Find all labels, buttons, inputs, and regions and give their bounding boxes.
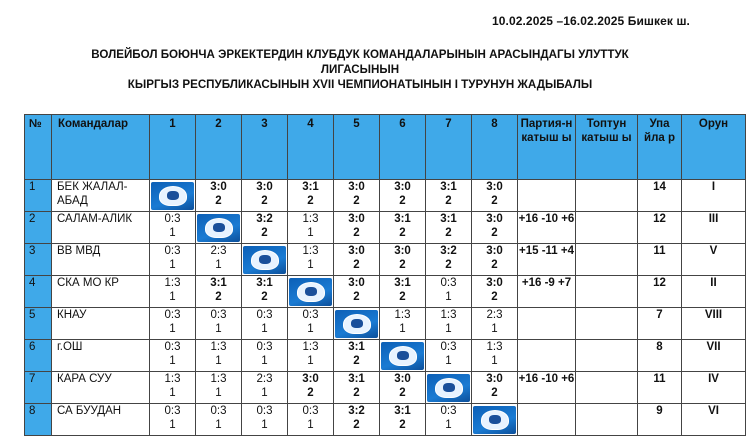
match-result-cell bbox=[472, 340, 518, 372]
team-name: СКА МО КР bbox=[52, 276, 150, 308]
match-result-cell bbox=[150, 276, 196, 308]
total-points: 12 bbox=[638, 276, 682, 308]
place: I bbox=[682, 180, 746, 212]
match-result-cell bbox=[334, 180, 380, 212]
match-score: 3:0 bbox=[256, 181, 273, 193]
match-result-cell bbox=[380, 244, 426, 276]
match-points: 1 bbox=[169, 323, 176, 335]
total-points: 7 bbox=[638, 308, 682, 340]
match-score: 2:3 bbox=[210, 245, 227, 257]
place: II bbox=[682, 276, 746, 308]
match-points: 2 bbox=[491, 387, 498, 399]
match-points: 2 bbox=[445, 259, 452, 271]
row-number: 4 bbox=[25, 276, 52, 308]
team-name: КАРА СУУ bbox=[52, 372, 150, 404]
match-points: 1 bbox=[399, 323, 406, 335]
match-result-cell bbox=[334, 276, 380, 308]
total-points: 14 bbox=[638, 180, 682, 212]
volleyball-federation-logo-icon bbox=[473, 406, 516, 434]
match-result-cell bbox=[242, 372, 288, 404]
header-col-8: 8 bbox=[472, 115, 518, 180]
match-result-cell bbox=[288, 404, 334, 436]
match-points: 1 bbox=[261, 387, 268, 399]
header-col-7: 7 bbox=[426, 115, 472, 180]
sets-ratio: +16 -9 +7 bbox=[518, 276, 576, 308]
place: IV bbox=[682, 372, 746, 404]
match-points: 2 bbox=[353, 419, 360, 431]
match-points: 2 bbox=[399, 419, 406, 431]
match-result-cell bbox=[288, 212, 334, 244]
table-row bbox=[25, 372, 746, 404]
match-score: 3:0 bbox=[394, 245, 411, 257]
match-points: 1 bbox=[215, 387, 222, 399]
match-points: 1 bbox=[307, 355, 314, 367]
match-result-cell bbox=[150, 404, 196, 436]
match-score: 2:3 bbox=[256, 373, 273, 385]
match-score: 3:0 bbox=[486, 277, 503, 289]
header-points: Упа йла р bbox=[638, 115, 682, 180]
table-row bbox=[25, 180, 746, 212]
match-result-cell bbox=[242, 276, 288, 308]
match-points: 2 bbox=[491, 291, 498, 303]
match-score: 3:0 bbox=[210, 181, 227, 193]
match-result-cell bbox=[288, 244, 334, 276]
match-result-cell bbox=[334, 372, 380, 404]
match-result-cell bbox=[334, 340, 380, 372]
points-ratio bbox=[576, 180, 638, 212]
match-result-cell bbox=[380, 372, 426, 404]
match-points: 2 bbox=[261, 195, 268, 207]
match-points: 1 bbox=[261, 323, 268, 335]
place: V bbox=[682, 244, 746, 276]
match-points: 1 bbox=[215, 323, 222, 335]
diagonal-logo-cell bbox=[242, 244, 288, 276]
match-result-cell bbox=[426, 404, 472, 436]
row-number: 5 bbox=[25, 308, 52, 340]
match-points: 2 bbox=[353, 259, 360, 271]
match-score: 3:0 bbox=[394, 373, 411, 385]
volleyball-federation-logo-icon bbox=[289, 278, 332, 306]
match-score: 1:3 bbox=[486, 341, 503, 353]
row-number: 8 bbox=[25, 404, 52, 436]
diagonal-logo-cell bbox=[472, 404, 518, 436]
match-result-cell bbox=[380, 404, 426, 436]
match-score: 0:3 bbox=[256, 341, 273, 353]
match-result-cell bbox=[242, 212, 288, 244]
match-score: 3:0 bbox=[348, 181, 365, 193]
match-score: 3:2 bbox=[348, 405, 365, 417]
match-points: 1 bbox=[169, 387, 176, 399]
match-result-cell bbox=[196, 308, 242, 340]
match-result-cell bbox=[426, 340, 472, 372]
match-score: 1:3 bbox=[302, 213, 319, 225]
table-row bbox=[25, 244, 746, 276]
match-result-cell bbox=[426, 212, 472, 244]
match-score: 1:3 bbox=[210, 341, 227, 353]
row-number: 1 bbox=[25, 180, 52, 212]
match-score: 3:0 bbox=[486, 245, 503, 257]
match-result-cell bbox=[288, 308, 334, 340]
points-ratio bbox=[576, 244, 638, 276]
total-points: 8 bbox=[638, 340, 682, 372]
match-points: 2 bbox=[491, 259, 498, 271]
match-result-cell bbox=[242, 340, 288, 372]
sets-ratio bbox=[518, 340, 576, 372]
match-score: 3:1 bbox=[394, 277, 411, 289]
logo-emblem bbox=[251, 250, 279, 270]
match-score: 0:3 bbox=[440, 277, 457, 289]
match-points: 2 bbox=[261, 291, 268, 303]
sets-ratio bbox=[518, 308, 576, 340]
table-row bbox=[25, 340, 746, 372]
match-points: 2 bbox=[491, 195, 498, 207]
match-points: 1 bbox=[491, 323, 498, 335]
match-score: 0:3 bbox=[256, 405, 273, 417]
points-ratio bbox=[576, 340, 638, 372]
match-points: 1 bbox=[215, 259, 222, 271]
match-score: 0:3 bbox=[164, 245, 181, 257]
match-result-cell bbox=[242, 180, 288, 212]
match-result-cell bbox=[196, 340, 242, 372]
match-score: 0:3 bbox=[302, 405, 319, 417]
match-score: 0:3 bbox=[210, 309, 227, 321]
header-partia: Партия-н катыш ы bbox=[518, 115, 576, 180]
match-points: 1 bbox=[445, 419, 452, 431]
match-points: 2 bbox=[353, 195, 360, 207]
match-points: 1 bbox=[307, 323, 314, 335]
header-col-5: 5 bbox=[334, 115, 380, 180]
match-points: 1 bbox=[261, 355, 268, 367]
match-score: 1:3 bbox=[164, 373, 181, 385]
match-result-cell bbox=[472, 308, 518, 340]
match-points: 2 bbox=[353, 387, 360, 399]
match-points: 1 bbox=[445, 355, 452, 367]
volleyball-federation-logo-icon bbox=[243, 246, 286, 274]
match-points: 1 bbox=[169, 291, 176, 303]
match-score: 3:0 bbox=[394, 181, 411, 193]
match-points: 2 bbox=[445, 195, 452, 207]
title-line-3: КЫРГЫЗ РЕСПУБЛИКАСЫНЫН XVII ЧЕМПИОНАТЫНЫН I ТУРУНУН ЖАДЫБАЛЫ bbox=[127, 78, 593, 91]
match-result-cell bbox=[196, 372, 242, 404]
sets-ratio: +15 -11 +4 bbox=[518, 244, 576, 276]
match-result-cell bbox=[380, 308, 426, 340]
match-result-cell bbox=[242, 404, 288, 436]
match-result-cell bbox=[334, 212, 380, 244]
points-ratio bbox=[576, 372, 638, 404]
header-col-2: 2 bbox=[196, 115, 242, 180]
match-result-cell bbox=[472, 212, 518, 244]
match-result-cell bbox=[150, 212, 196, 244]
match-result-cell bbox=[150, 244, 196, 276]
match-score: 3:0 bbox=[348, 277, 365, 289]
match-score: 1:3 bbox=[164, 277, 181, 289]
logo-emblem bbox=[343, 314, 371, 334]
team-name: КНАУ bbox=[52, 308, 150, 340]
match-result-cell bbox=[334, 244, 380, 276]
match-score: 3:1 bbox=[210, 277, 227, 289]
match-points: 1 bbox=[307, 227, 314, 239]
match-points: 1 bbox=[169, 355, 176, 367]
match-score: 0:3 bbox=[440, 405, 457, 417]
match-points: 1 bbox=[307, 259, 314, 271]
match-score: 0:3 bbox=[440, 341, 457, 353]
sets-ratio: +16 -10 +6 bbox=[518, 212, 576, 244]
match-points: 2 bbox=[307, 387, 314, 399]
points-ratio bbox=[576, 276, 638, 308]
volleyball-federation-logo-icon bbox=[381, 342, 424, 370]
match-points: 1 bbox=[307, 419, 314, 431]
diagonal-logo-cell bbox=[288, 276, 334, 308]
match-points: 2 bbox=[399, 259, 406, 271]
match-score: 3:0 bbox=[348, 213, 365, 225]
header-num: № bbox=[25, 115, 52, 180]
logo-emblem bbox=[435, 378, 463, 398]
logo-emblem bbox=[481, 410, 509, 430]
table-row bbox=[25, 276, 746, 308]
match-score: 3:1 bbox=[440, 181, 457, 193]
total-points: 12 bbox=[638, 212, 682, 244]
match-points: 2 bbox=[399, 227, 406, 239]
place: VI bbox=[682, 404, 746, 436]
match-points: 2 bbox=[215, 195, 222, 207]
place: VIII bbox=[682, 308, 746, 340]
match-result-cell bbox=[426, 308, 472, 340]
table-row bbox=[25, 404, 746, 436]
team-name: САЛАМ-АЛИК bbox=[52, 212, 150, 244]
match-points: 2 bbox=[399, 195, 406, 207]
diagonal-logo-cell bbox=[380, 340, 426, 372]
row-number: 2 bbox=[25, 212, 52, 244]
match-score: 1:3 bbox=[210, 373, 227, 385]
match-points: 1 bbox=[169, 259, 176, 271]
match-score: 3:1 bbox=[256, 277, 273, 289]
match-result-cell bbox=[380, 276, 426, 308]
match-points: 1 bbox=[491, 355, 498, 367]
document-title bbox=[0, 47, 720, 92]
row-number: 6 bbox=[25, 340, 52, 372]
header-col-6: 6 bbox=[380, 115, 426, 180]
match-result-cell bbox=[472, 180, 518, 212]
match-result-cell bbox=[196, 180, 242, 212]
match-score: 3:2 bbox=[440, 245, 457, 257]
match-result-cell bbox=[196, 244, 242, 276]
match-points: 1 bbox=[215, 355, 222, 367]
match-points: 1 bbox=[261, 419, 268, 431]
match-result-cell bbox=[426, 180, 472, 212]
match-result-cell bbox=[150, 308, 196, 340]
match-score: 0:3 bbox=[164, 405, 181, 417]
match-result-cell bbox=[472, 276, 518, 308]
place: III bbox=[682, 212, 746, 244]
row-number: 7 bbox=[25, 372, 52, 404]
match-score: 3:0 bbox=[302, 373, 319, 385]
title-line-1: ВОЛЕЙБОЛ БОЮНЧА ЭРКЕКТЕРДИН КЛУБДУК КОМАНДАЛАРЫНЫН АРАСЫНДАГЫ УЛУТТУК bbox=[91, 48, 629, 61]
match-points: 1 bbox=[169, 227, 176, 239]
diagonal-logo-cell bbox=[150, 180, 196, 212]
total-points: 11 bbox=[638, 372, 682, 404]
match-score: 0:3 bbox=[164, 341, 181, 353]
match-result-cell bbox=[426, 276, 472, 308]
team-name: СА БУУДАН bbox=[52, 404, 150, 436]
match-score: 1:3 bbox=[440, 309, 457, 321]
match-result-cell bbox=[472, 372, 518, 404]
match-result-cell bbox=[196, 276, 242, 308]
diagonal-logo-cell bbox=[426, 372, 472, 404]
match-score: 0:3 bbox=[164, 213, 181, 225]
volleyball-federation-logo-icon bbox=[427, 374, 470, 402]
match-result-cell bbox=[334, 404, 380, 436]
match-points: 2 bbox=[215, 291, 222, 303]
header-team: Командалар bbox=[52, 115, 150, 180]
match-score: 2:3 bbox=[486, 309, 503, 321]
dates-location: 10.02.2025 –16.02.2025 Бишкек ш. bbox=[491, 14, 690, 28]
header-toptun: Топтун катыш ы bbox=[576, 115, 638, 180]
points-ratio bbox=[576, 404, 638, 436]
match-score: 3:1 bbox=[348, 373, 365, 385]
match-score: 3:1 bbox=[394, 213, 411, 225]
header-row bbox=[25, 115, 746, 180]
total-points: 9 bbox=[638, 404, 682, 436]
title-line-2: ЛИГАСЫНЫН bbox=[320, 63, 400, 76]
diagonal-logo-cell bbox=[334, 308, 380, 340]
match-result-cell bbox=[150, 340, 196, 372]
match-result-cell bbox=[288, 340, 334, 372]
match-score: 1:3 bbox=[302, 245, 319, 257]
logo-emblem bbox=[159, 186, 187, 206]
header-place: Орун bbox=[682, 115, 746, 180]
match-score: 3:0 bbox=[486, 181, 503, 193]
match-result-cell bbox=[288, 180, 334, 212]
match-score: 3:1 bbox=[348, 341, 365, 353]
match-points: 2 bbox=[353, 227, 360, 239]
match-result-cell bbox=[380, 212, 426, 244]
sets-ratio bbox=[518, 404, 576, 436]
match-points: 2 bbox=[491, 227, 498, 239]
team-name: БЕК ЖАЛАЛ-АБАД bbox=[52, 180, 150, 212]
match-score: 3:1 bbox=[302, 181, 319, 193]
total-points: 11 bbox=[638, 244, 682, 276]
match-score: 0:3 bbox=[164, 309, 181, 321]
match-points: 1 bbox=[445, 291, 452, 303]
team-name: ВВ МВД bbox=[52, 244, 150, 276]
volleyball-federation-logo-icon bbox=[335, 310, 378, 338]
diagonal-logo-cell bbox=[196, 212, 242, 244]
standings-table bbox=[24, 114, 746, 436]
logo-emblem bbox=[205, 218, 233, 238]
match-points: 2 bbox=[445, 227, 452, 239]
team-name: г.ОШ bbox=[52, 340, 150, 372]
match-result-cell bbox=[426, 244, 472, 276]
match-score: 1:3 bbox=[394, 309, 411, 321]
match-score: 3:0 bbox=[486, 373, 503, 385]
match-result-cell bbox=[380, 180, 426, 212]
logo-emblem bbox=[297, 282, 325, 302]
match-result-cell bbox=[196, 404, 242, 436]
header-col-3: 3 bbox=[242, 115, 288, 180]
logo-emblem bbox=[389, 346, 417, 366]
match-points: 2 bbox=[353, 355, 360, 367]
match-points: 2 bbox=[399, 387, 406, 399]
match-points: 1 bbox=[445, 323, 452, 335]
volleyball-federation-logo-icon bbox=[151, 182, 194, 210]
match-score: 3:1 bbox=[394, 405, 411, 417]
match-result-cell bbox=[288, 372, 334, 404]
volleyball-federation-logo-icon bbox=[197, 214, 240, 242]
points-ratio bbox=[576, 308, 638, 340]
table-row bbox=[25, 212, 746, 244]
header-col-1: 1 bbox=[150, 115, 196, 180]
points-ratio bbox=[576, 212, 638, 244]
match-result-cell bbox=[472, 244, 518, 276]
match-points: 2 bbox=[399, 291, 406, 303]
match-score: 1:3 bbox=[302, 341, 319, 353]
match-score: 3:2 bbox=[256, 213, 273, 225]
match-score: 3:1 bbox=[440, 213, 457, 225]
table-row bbox=[25, 308, 746, 340]
match-result-cell bbox=[242, 308, 288, 340]
match-points: 2 bbox=[353, 291, 360, 303]
match-result-cell bbox=[150, 372, 196, 404]
match-score: 0:3 bbox=[256, 309, 273, 321]
match-points: 1 bbox=[169, 419, 176, 431]
match-score: 3:0 bbox=[486, 213, 503, 225]
row-number: 3 bbox=[25, 244, 52, 276]
sets-ratio bbox=[518, 180, 576, 212]
match-points: 2 bbox=[261, 227, 268, 239]
match-score: 3:0 bbox=[348, 245, 365, 257]
sets-ratio: +16 -10 +6 bbox=[518, 372, 576, 404]
match-score: 0:3 bbox=[210, 405, 227, 417]
match-points: 1 bbox=[215, 419, 222, 431]
match-score: 0:3 bbox=[302, 309, 319, 321]
match-points: 2 bbox=[307, 195, 314, 207]
place: VII bbox=[682, 340, 746, 372]
header-col-4: 4 bbox=[288, 115, 334, 180]
